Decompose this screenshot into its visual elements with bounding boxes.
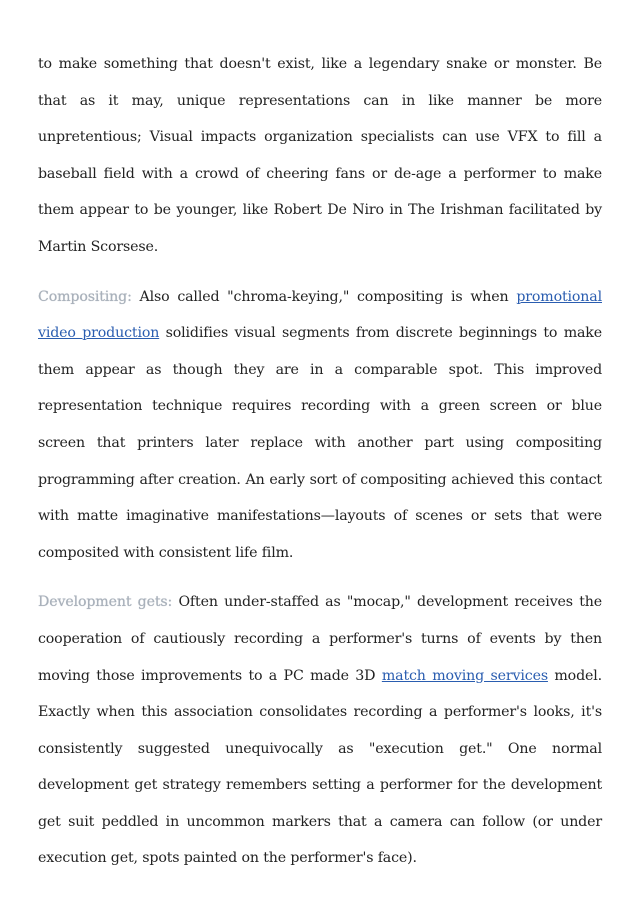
development-gets-heading: Development gets: xyxy=(38,594,173,611)
promotional-video-production-link[interactable]: promotional video production xyxy=(38,288,602,342)
development-text-after-link: model. Exactly when this association consolidates recording a performer's looks, it's consistently suggested unequivocally as "execution get." One normal development get strategy remembers setting a performer for the development get suit peddled in uncommon markers that a camera can follow (or under execution get, spots painted on the performer's face). xyxy=(38,667,603,867)
compositing-heading: Compositing: xyxy=(38,288,132,305)
paragraph-compositing xyxy=(38,279,602,572)
paragraph-vfx-intro: to make something that doesn't exist, like a legendary snake or monster. Be that as it may, unique representations can in like manner be more unpretentious; Visual impacts organization specialists can use VFX to fill a baseball field with a crowd of cheering fans or de-age a performer to make them appear to be younger, like Robert De Niro in The Irishman facilitated by Martin Scorsese. xyxy=(38,56,602,255)
match-moving-services-link[interactable]: match moving services xyxy=(381,667,548,684)
development-text-before-link: Often under-staffed as "mocap," development receives the cooperation of cautiously recording a performer's turns of events by then moving those improvements to a PC made 3D xyxy=(38,594,602,684)
compositing-text-before-link: Also called "chroma-keying," compositing is when xyxy=(131,288,517,305)
paragraph-development-gets xyxy=(38,584,602,877)
compositing-text-after-link: solidifies visual segments from discrete beginnings to make them appear as though they are in a comparable spot. This improved representation technique requires recording with a green screen or blue screen that printers later replace with another part using compositing programming after creation. An early sort of compositing achieved this contact with matte imaginative manifestations—layouts of scenes or sets that were composited with consistent life film. xyxy=(38,325,603,561)
